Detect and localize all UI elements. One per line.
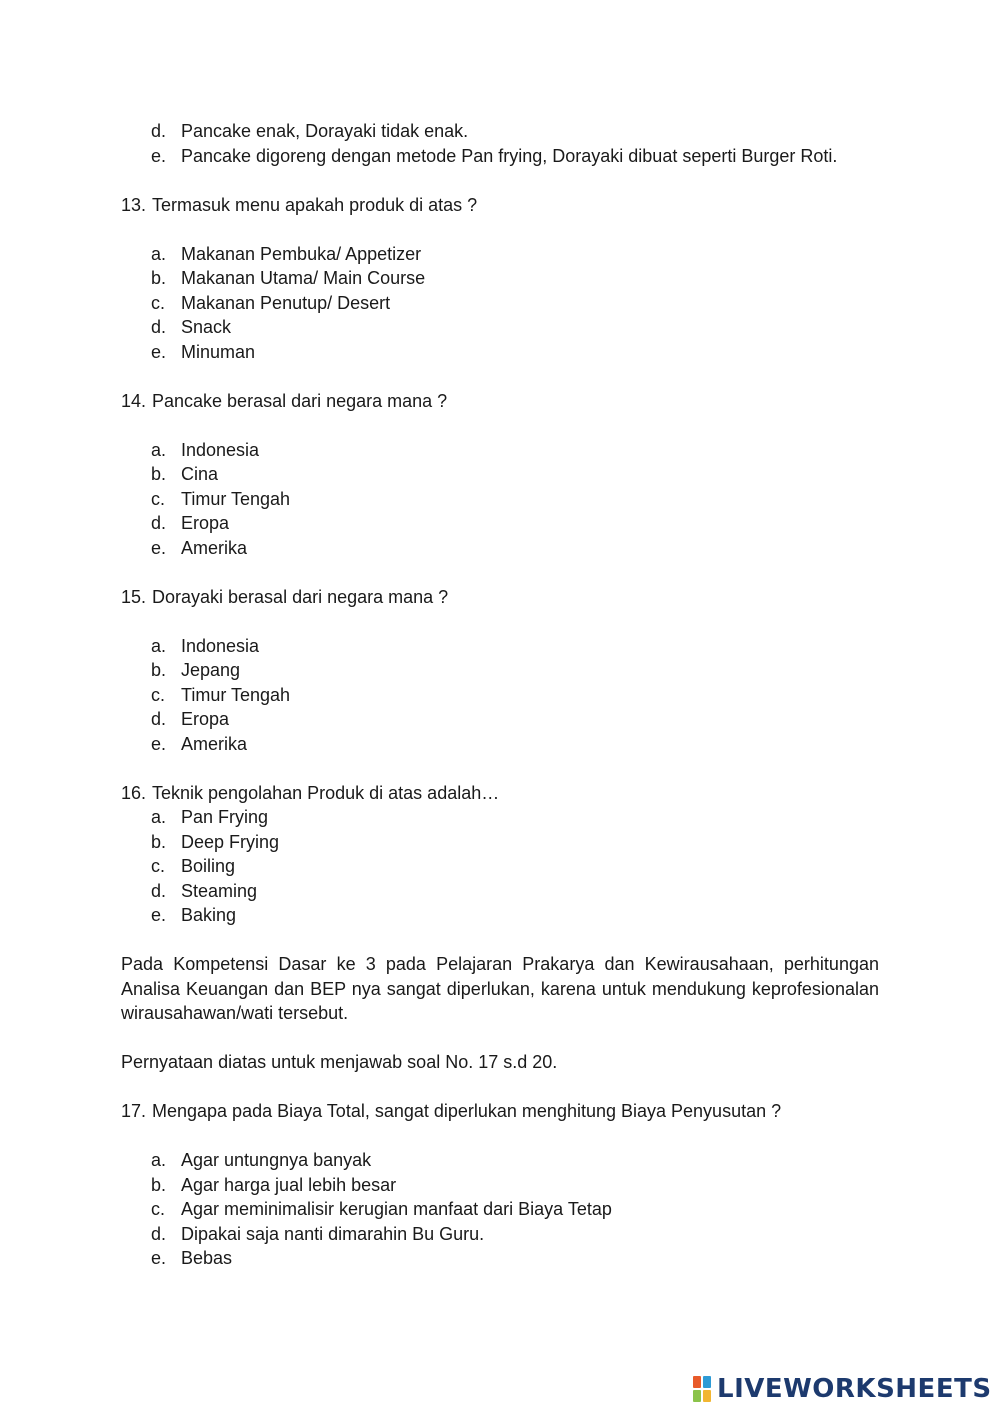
question-14-options [121,438,879,561]
option-item[interactable]: a. Makanan Pembuka/ Appetizer [151,243,422,264]
option-item[interactable]: b. Deep Frying [151,831,280,852]
option-item[interactable]: e. Pancake digoreng dengan metode Pan frying, Dorayaki dibuat seperti Burger Roti. [151,145,838,166]
option-item[interactable]: d. Eropa [151,513,230,533]
option-item[interactable]: d. Steaming [151,880,258,901]
option-item[interactable]: c. Timur Tengah [151,684,291,705]
intro-paragraph: Pada Kompetensi Dasar ke 3 pada Pelajaran Prakarya dan Kewirausahaan, perhitungan Analisa Keuangan dan BEP nya sangat diperlukan, karena untuk mendukung keprofesionalan wirausahawan/wati tersebut. [121,954,879,1023]
option-item[interactable]: d. Eropa [151,709,230,729]
logo-tile [693,1390,701,1402]
option-item[interactable]: e. Minuman [151,341,256,362]
option-item[interactable]: a. Indonesia [151,635,260,656]
question-16-options [121,805,879,928]
question-15: 15. Dorayaki berasal dari negara mana ? [121,586,449,607]
question-13-options [121,242,879,365]
question-17-options [121,1148,879,1271]
option-item[interactable]: e. Bebas [151,1248,233,1268]
option-item[interactable]: a. Pan Frying [151,807,269,827]
option-item[interactable]: e. Amerika [151,733,248,754]
option-item[interactable]: b. Cina [151,464,219,484]
question-17: 17. Mengapa pada Biaya Total, sangat diperlukan menghitung Biaya Penyusutan ? [121,1101,782,1121]
question-15-options [121,634,879,757]
option-item[interactable]: d. Dipakai saja nanti dimarahin Bu Guru. [151,1223,485,1244]
option-item[interactable]: d. Snack [151,317,232,337]
option-item[interactable]: b. Jepang [151,660,241,680]
option-item[interactable]: e. Baking [151,905,237,925]
option-item[interactable]: c. Makanan Penutup/ Desert [151,292,391,313]
logo-tile [693,1376,701,1388]
option-item[interactable]: a. Agar untungnya banyak [151,1150,372,1170]
option-item[interactable]: c. Boiling [151,856,236,876]
question-16: 16. Teknik pengolahan Produk di atas adalah… [121,782,500,803]
question-14: 14. Pancake berasal dari negara mana ? [121,390,448,411]
note-text: Pernyataan diatas untuk menjawab soal No. 17 s.d 20. [121,1052,558,1072]
option-item[interactable]: d. Pancake enak, Dorayaki tidak enak. [151,121,469,141]
liveworksheets-logo[interactable] [693,1375,992,1403]
logo-text: LIVEWORKSHEETS [717,1374,992,1404]
option-item[interactable]: b. Agar harga jual lebih besar [151,1174,397,1195]
question-12-options [121,119,879,168]
option-item[interactable]: c. Agar meminimalisir kerugian manfaat dari Biaya Tetap [151,1199,612,1219]
logo-tile [703,1390,711,1402]
option-item[interactable]: c. Timur Tengah [151,488,291,509]
option-item[interactable]: a. Indonesia [151,439,260,460]
worksheet-page [121,119,879,1271]
option-item[interactable]: e. Amerika [151,537,248,558]
logo-tiles-icon [693,1376,711,1402]
question-13: 13. Termasuk menu apakah produk di atas ? [121,194,478,215]
logo-tile [703,1376,711,1388]
option-item[interactable]: b. Makanan Utama/ Main Course [151,268,426,288]
